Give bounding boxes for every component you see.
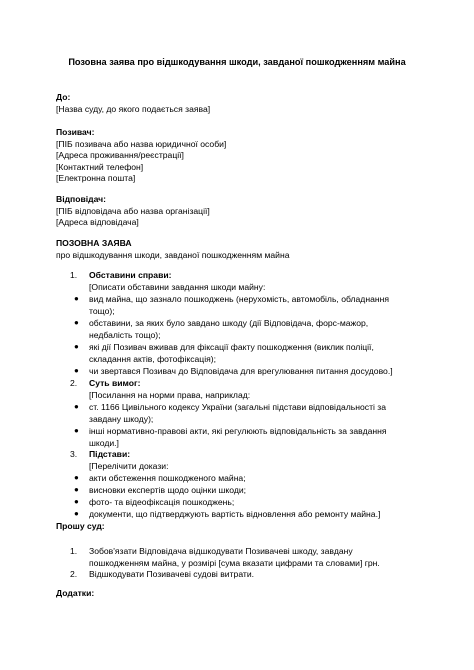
list-item [89, 366, 439, 378]
list-item-line: обставини, за яких було завдано шкоду (дії Відповідача, форс-мажор, [89, 318, 369, 328]
list-item: фото- та відеофіксація пошкоджень; [89, 497, 235, 507]
list-item [89, 402, 439, 425]
request-number: 1. [70, 546, 78, 556]
to-section [56, 92, 436, 115]
list-item: документи, що підтверджують вартість відновлення або ремонту майна.] [89, 509, 381, 519]
request-line: Зобов'язати Відповідача відшкодувати Позивачеві шкоду, завдану [89, 546, 353, 556]
plaintiff-phone: [Контактний телефон] [56, 161, 144, 172]
defendant-name: [ПІБ відповідача або назва організації] [56, 205, 210, 216]
claim-heading-section [56, 238, 436, 261]
bullet-icon: ● [74, 402, 79, 411]
request-line: пошкодженням майна, у розмірі [сума вказати цифрами та словами] грн. [89, 557, 380, 568]
list-item-line: які дії Позивач вживав для фіксації факту пошкодження (виклик поліції, [89, 342, 374, 352]
list-item-line: чи звертався Позивач до Відповідача для врегулювання питання досудово.] [89, 366, 393, 376]
request-label: Прошу суд: [56, 521, 105, 531]
plaintiff-section [56, 127, 436, 185]
document-title: Позовна заява про відшкодування шкоди, завданої пошкодженням майна [68, 57, 406, 67]
bullet-icon: ● [74, 318, 79, 327]
to-label: До: [56, 92, 71, 102]
defendant-address: [Адреса відповідача] [56, 217, 139, 228]
bullet-icon: ● [74, 294, 79, 303]
list-item-line: інші нормативно-правові акти, які регулюють відповідальність за завдання [89, 426, 387, 436]
plaintiff-address: [Адреса проживання/реєстрації] [56, 150, 184, 161]
claim-heading: ПОЗОВНА ЗАЯВА [56, 238, 132, 248]
item-intro: [Описати обставини завдання шкоди майну: [89, 282, 266, 292]
to-value: [Назва суду, до якого подається заява] [56, 103, 211, 114]
list-item-line: завдану шкоду); [89, 413, 154, 424]
list-item-line: ст. 1166 Цивільного кодексу України (загальні підстави відповідальності за [89, 402, 387, 412]
list-item [89, 318, 439, 341]
list-item: висновки експертів щодо оцінки шкоди; [89, 485, 247, 495]
list-item [89, 342, 439, 365]
attachments-label: Додатки: [56, 588, 95, 598]
bullet-icon: ● [74, 473, 79, 482]
item-number: 2. [70, 378, 78, 388]
list-item [89, 294, 439, 317]
defendant-label: Відповідач: [56, 194, 107, 204]
item-intro: [Посилання на норми права, наприклад: [89, 390, 251, 400]
item-title: Суть вимог: [89, 378, 141, 388]
claim-subheading: про відшкодування шкоди, завданої пошкодженням майна [56, 249, 290, 260]
list-item-line: шкоди.] [89, 437, 119, 448]
list-item-line: тощо); [89, 305, 115, 316]
list-item-line: складання актів, фотофіксація); [89, 353, 217, 364]
bullet-icon: ● [74, 485, 79, 494]
request-item [89, 546, 439, 569]
list-item-line: недбалість тощо); [89, 329, 161, 340]
bullet-icon: ● [74, 342, 79, 351]
plaintiff-name: [ПІБ позивача або назва юридичної особи] [56, 138, 227, 149]
item-intro: [Перелічити докази: [89, 461, 169, 471]
item-title: Підстави: [89, 449, 131, 459]
item-number: 1. [70, 270, 78, 280]
defendant-section [56, 194, 436, 229]
item-title: Обставини справи: [89, 270, 172, 280]
bullet-icon: ● [74, 497, 79, 506]
bullet-icon: ● [74, 366, 79, 375]
list-item [89, 426, 439, 449]
list-item: акти обстеження пошкодженого майна; [89, 473, 246, 483]
plaintiff-label: Позивач: [56, 127, 95, 137]
item-number: 3. [70, 449, 78, 459]
bullet-icon: ● [74, 509, 79, 518]
bullet-icon: ● [74, 426, 79, 435]
request-number: 2. [70, 569, 78, 579]
request-item: Відшкодувати Позивачеві судові витрати. [89, 569, 255, 579]
list-item-line: вид майна, що зазнало пошкоджень (нерухомість, автомобіль, обладнання [89, 294, 389, 304]
plaintiff-email: [Електронна пошта] [56, 173, 136, 184]
